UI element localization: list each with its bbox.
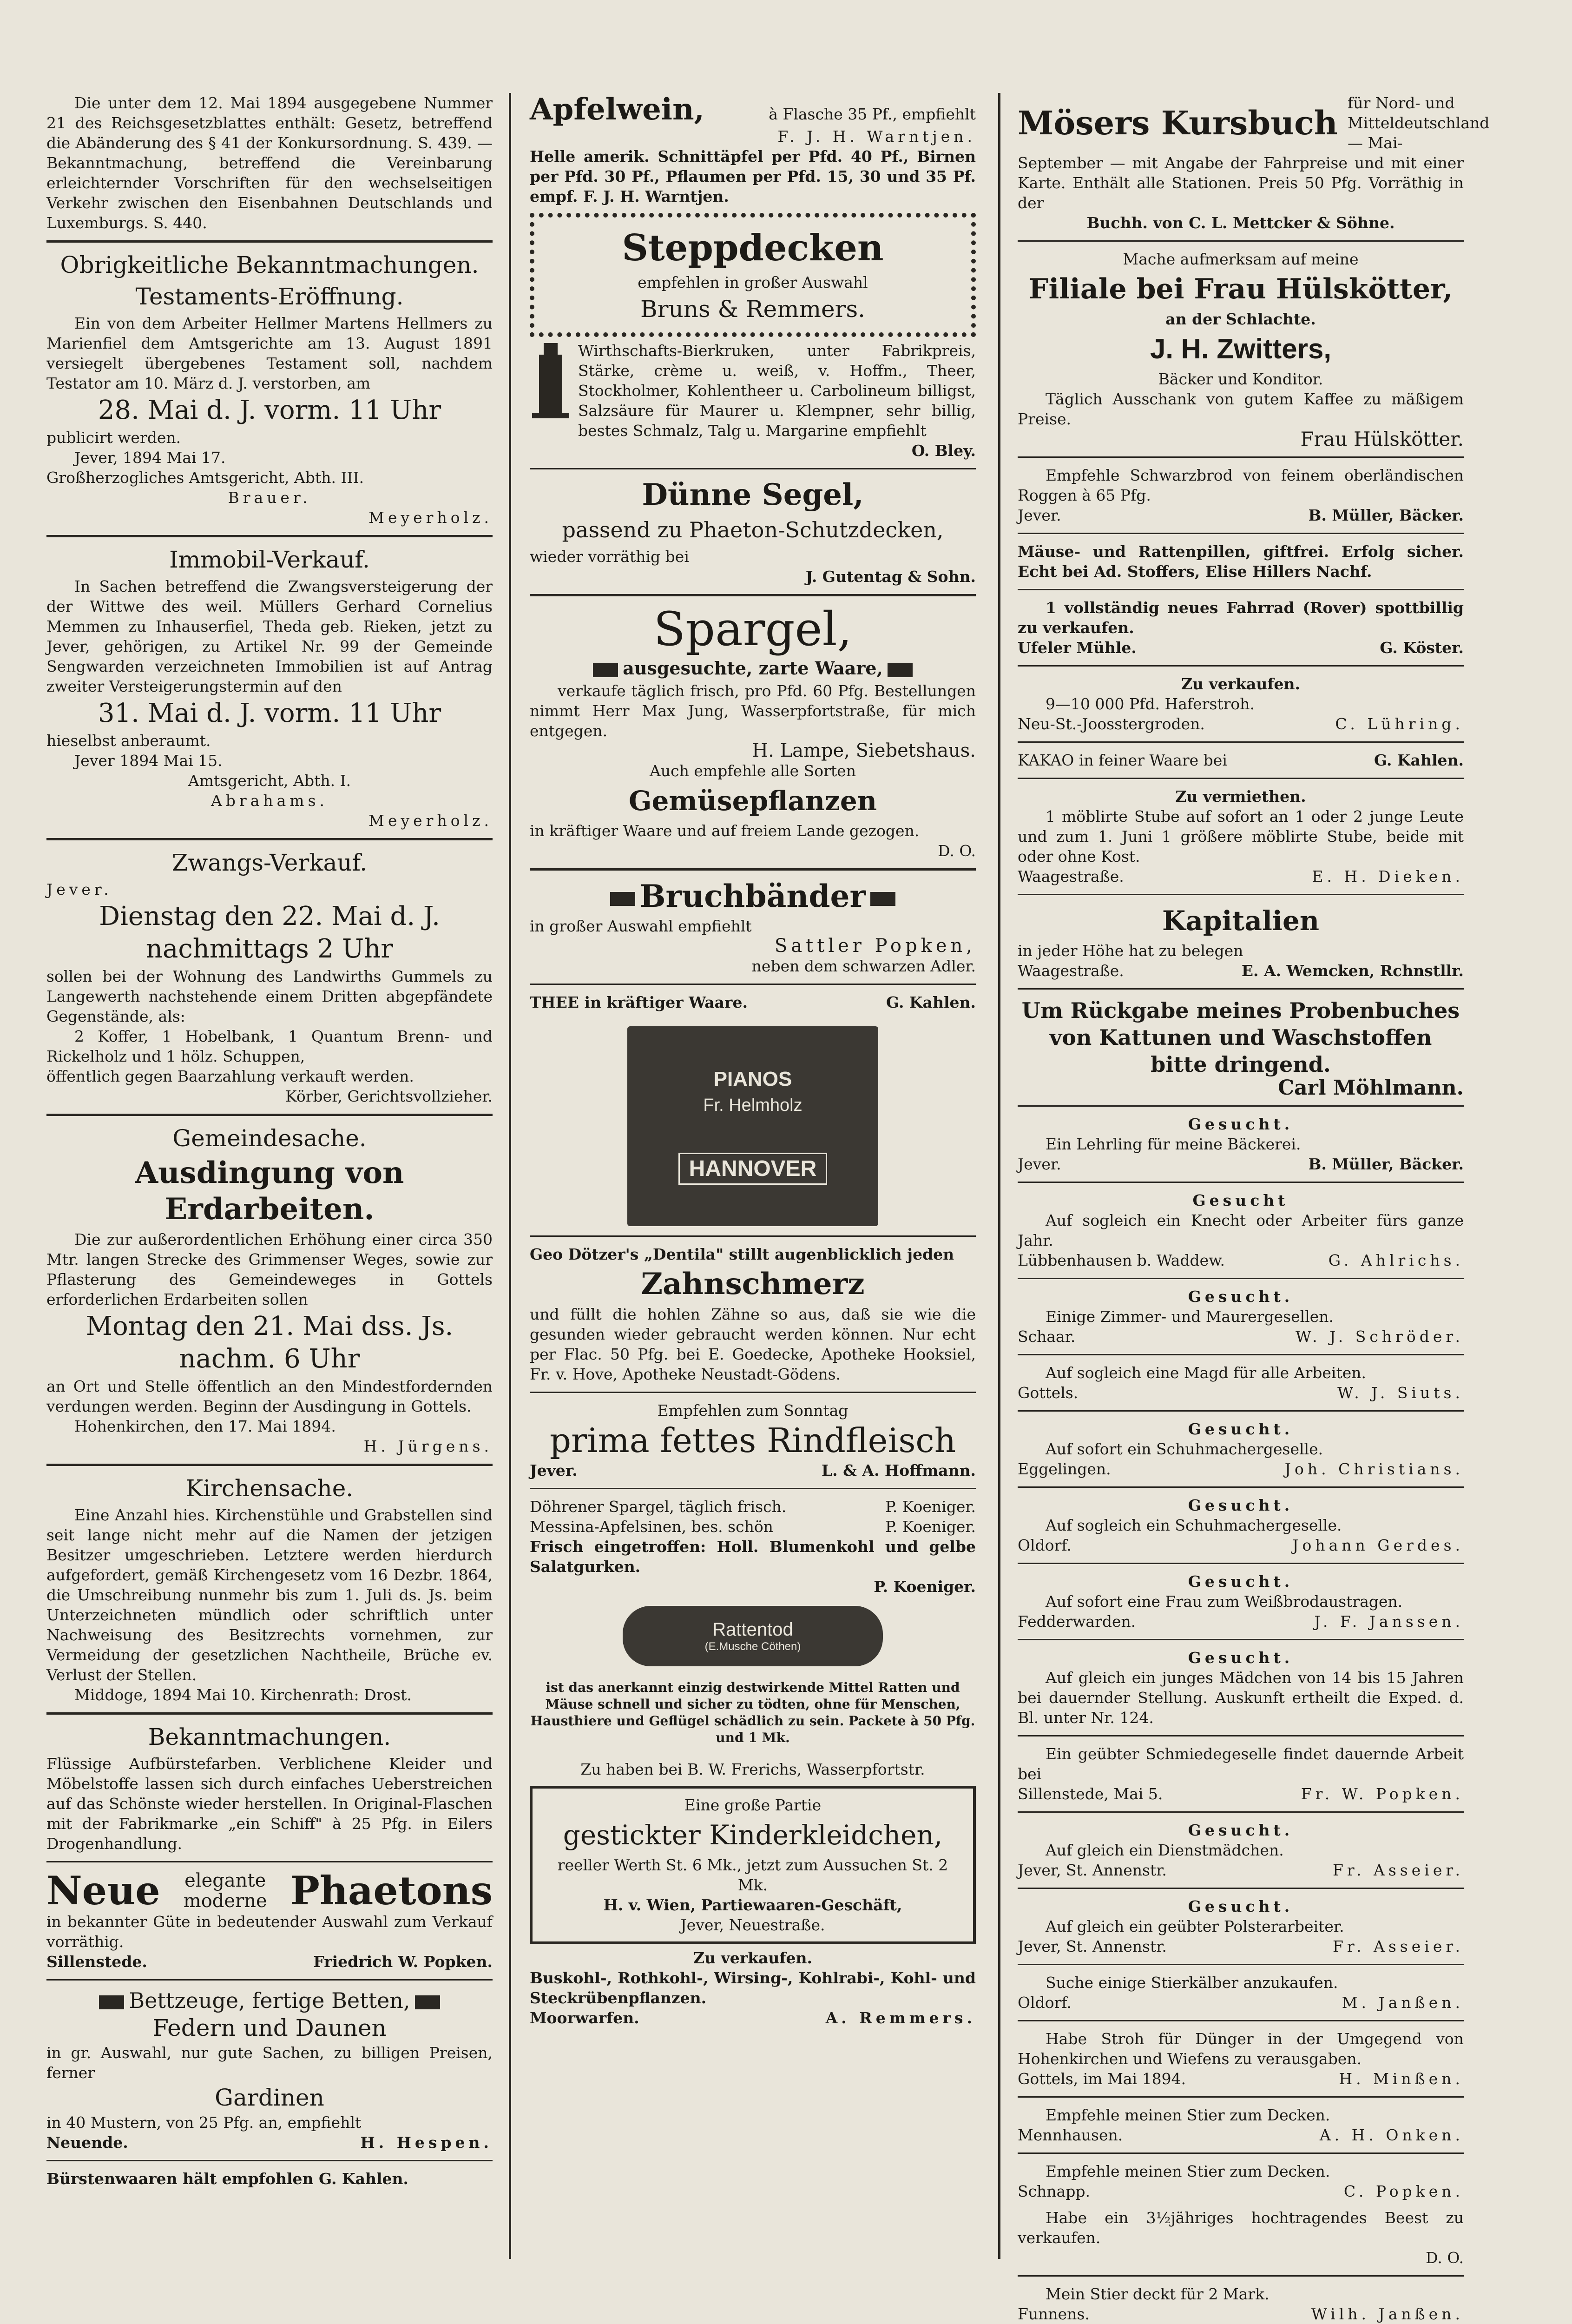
ad-signature: C. Lühring. (1335, 715, 1464, 733)
ad-title: Bettzeuge, fertige Betten, (129, 1988, 410, 2013)
piano-label: PIANOS (713, 1068, 792, 1090)
notice-gemeindesache (46, 1123, 493, 1456)
ad-probenbuch (1018, 997, 1464, 1098)
column-1 (46, 93, 493, 2259)
notice-court: Amtsgericht, Abth. I. (188, 772, 351, 790)
notice-text: Ein von dem Arbeiter Hellmer Martens Hellmers zu Marienfiel dem Amtsgerichte am 13. August 1891 versiegelt übergebenes Testament soll, nachdem Testator am 10. März d. J. verstorben, am (46, 314, 493, 392)
ad-text: September — mit Angabe der Fahrpreise und mit einer Karte. Enthält alle Stationen. Preis 50 Pfg. Vorräthig in der (1018, 154, 1464, 212)
ad-pflanzen (530, 1948, 976, 2028)
ad-text: Helle amerik. Schnittäpfel per Pfd. 40 Pf., Birnen per Pfd. 30 Pf., Pflaumen per Pfd. 15, 30 und 35 Pf. empf. F. J. H. Warntjen. (530, 147, 976, 205)
pointing-hand-icon (415, 1995, 440, 2009)
pointing-hand-icon (870, 892, 895, 906)
ad-place: Neu-St.-Joosstergroden. (1018, 715, 1205, 733)
ad-signature: Buchh. von C. L. Mettcker & Söhne. (1086, 214, 1395, 232)
ad-gesucht-knecht (1018, 1190, 1464, 1270)
rat-label: (E.Musche Cöthen) (704, 1640, 801, 1653)
notice-text: 2 Koffer, 1 Hobelbank, 1 Quantum Brenn- und Rickelholz und 1 hölz. Schuppen, (46, 1027, 493, 1065)
notice-testament (46, 282, 493, 528)
ad-rindfleisch (530, 1400, 976, 1480)
ad-place: Schnapp. (1018, 2182, 1091, 2200)
notice-text: an Ort und Stelle öffentlich an den Mindestfordernden verdungen werden. Beginn der Ausdingung in Gottels. (46, 1377, 493, 1415)
ad-heading: Gesucht (1192, 1191, 1289, 1209)
ad-signature: Carl Möhlmann. (1278, 1076, 1464, 1100)
ad-gesucht-dienstmaedchen (1018, 1820, 1464, 1880)
ad-haferstroh (1018, 674, 1464, 734)
jug-icon (530, 341, 572, 420)
ad-signature: Fr. Asseier. (1333, 1861, 1464, 1879)
notice-date: Dienstag den 22. Mai d. J. (99, 901, 440, 931)
ad-signature: M. Janßen. (1342, 1994, 1464, 2012)
ad-signature: B. Müller, Bäcker. (1308, 1155, 1464, 1173)
ad-text: Mein Stier deckt für 2 Mark. (1046, 2285, 1269, 2303)
ad-signature: L. & A. Hoffmann. (821, 1461, 976, 1479)
ad-kursbuch (1018, 93, 1490, 233)
ad-title: Um Rückgabe meines Probenbuches von Kattunen und Waschstoffen bitte dringend. (1021, 998, 1460, 1077)
ad-place: Moorwarfen. (530, 2009, 639, 2027)
ad-subtitle: ausgesuchte, zarte Waare, (623, 658, 883, 679)
ad-text: Ein geübter Schmiedegeselle findet dauernde Arbeit bei (1018, 1745, 1464, 1783)
ad-heading: Zu verkaufen. (1181, 675, 1301, 693)
ad-text: Empfehle Schwarzbrod von feinem oberländischen Roggen à 65 Pfg. (1018, 466, 1464, 504)
ad-signature: Friedrich W. Popken. (313, 1953, 493, 1971)
notice-signature: H. Jürgens. (363, 1437, 493, 1455)
ad-kapitalien (1018, 903, 1464, 981)
ad-title: Mösers Kursbuch (1018, 103, 1338, 142)
ad-stier-2 (1018, 2161, 1464, 2201)
notice-text: hieselbst anberaumt. (46, 732, 211, 750)
ad-place: Lübbenhausen b. Waddew. (1018, 1251, 1225, 1269)
ad-schmiedegeselle (1018, 1744, 1464, 1804)
ad-signature: D. O. (1426, 2249, 1464, 2267)
notice-zwangsverkauf (46, 848, 493, 1106)
ad-place: Neuende. (46, 2133, 128, 2152)
ad-heading: Gesucht. (1188, 1649, 1294, 1667)
column-3 (1018, 93, 1490, 2323)
ad-gesucht-polsterer (1018, 1896, 1464, 1956)
notice-signature: Meyerholz. (368, 812, 493, 830)
ad-signature: E. A. Wemcken, Rchnstllr. (1241, 962, 1464, 980)
ad-title: Apfelwein, (530, 92, 704, 127)
ad-place: Jever, St. Annenstr. (1018, 1937, 1167, 1955)
ad-signature: H. v. Wien, Partiewaaren-Geschäft, (603, 1896, 902, 1914)
ad-rattenpillen: Mäuse- und Rattenpillen, giftfrei. Erfolg sicher. Echt bei Ad. Stoffers, Elise Hillers Nachf. (1018, 542, 1464, 581)
notice-text: sollen bei der Wohnung des Landwirths Gummels zu Langewerth nachstehende einem Dritten abgepfändete Gegenstände, als: (46, 967, 493, 1025)
ad-phaetons (46, 1870, 493, 1972)
ad-text: Auf sofort eine Frau zum Weißbrodaustragen. (1046, 1592, 1403, 1611)
notice-kirchensache (46, 1473, 493, 1705)
ad-title: J. H. Zwitters, (1150, 333, 1332, 364)
ad-filiale (1018, 249, 1464, 449)
ad-text: Buskohl-, Rothkohl-, Wirsing-, Kohlrabi-, Kohl- und Steckrübenpflanzen. (530, 1969, 976, 2007)
newspaper-page (37, 92, 1490, 2323)
ad-bruchbaender (530, 878, 976, 976)
ad-heading: Gesucht. (1188, 1287, 1294, 1306)
ad-subtitle: moderne (183, 1890, 267, 1912)
ad-beest: Habe ein 3½jähriges hochtragendes Beest zu verkaufen. (1018, 2209, 1464, 2247)
notice-heading: Kirchensache. (185, 1475, 354, 1502)
ad-blumenkohl: Frisch eingetroffen: Holl. Blumenkohl und gelbe Salatgurken. (530, 1538, 976, 1576)
ad-text: Wirthschafts-Bierkruken, unter Fabrikpreis, Stärke, crème u. weiß, v. Hoffm., Theer, Stockholmer, Kohlentheer u. Carbolineum billigst, Salzsäure für Maurer u. Klempner, sehr billig, bestes Schmalz, Talg u. Margarine empfiehlt (578, 342, 976, 440)
ad-place: Jever. (1018, 1155, 1061, 1173)
ad-signature: A. H. Onken. (1319, 2126, 1464, 2144)
ad-vermiethen (1018, 786, 1464, 886)
notice-date: 28. Mai d. J. vorm. 11 Uhr (98, 395, 441, 425)
ad-address: Jever, Neuestraße. (680, 1916, 825, 1934)
ad-signature: P. Koeniger. (885, 1498, 976, 1516)
piano-image (627, 1026, 878, 1226)
notice-place: Jever, 1894 Mai 17. (74, 449, 226, 467)
rat-label: Rattentod (712, 1619, 793, 1640)
pointing-hand-icon (593, 663, 618, 677)
ad-heading: Gesucht. (1188, 1420, 1294, 1438)
ad-signature: Joh. Christians. (1284, 1460, 1464, 1478)
ad-text: Ein Lehrling für meine Bäckerei. (1046, 1135, 1301, 1153)
ad-signature: Wilh. Janßen. (1311, 2305, 1464, 2323)
notice-text: öffentlich gegen Baarzahlung verkauft werden. (46, 1067, 414, 1085)
ad-text: Auch empfehle alle Sorten (650, 762, 856, 780)
pointing-hand-icon (99, 1995, 124, 2009)
ad-signature: F. J. H. Warntjen. (777, 127, 976, 145)
notice-text: Die unter dem 12. Mai 1894 ausgegebene Nummer 21 des Reichsgesetzblattes enthält: Gesetz, betreffend die Abänderung des § 41 der Konkursordnung. S. 439. — Bekanntmachung, betreffend die Vereinbarung erleichternder Vorschriften für den wechselseitigen Verkehr zwischen den Eisenbahnen Deutschlands und Luxemburgs. S. 440. (46, 94, 493, 232)
section-heading: Obrigkeitliche Bekanntmachungen. (60, 251, 479, 278)
ad-text: ist das anerkannt einzig destwirkende Mittel Ratten und Mäuse schnell und sicher zu tödten, ohne für Menschen, Hausthiere und Geflügel schädlich zu sein. Packete à 50 Pfg. und 1 Mk. (530, 1680, 975, 1745)
ad-heading: Gesucht. (1188, 1115, 1294, 1133)
ad-text: in kräftiger Waare und auf freiem Lande gezogen. (530, 822, 920, 840)
ad-betten (46, 1988, 493, 2152)
ad-place: Eggelingen. (1018, 1460, 1111, 1478)
ad-subtitle: passend zu Phaeton-Schutzdecken, (562, 517, 944, 542)
ad-text: Auf gleich ein Dienstmädchen. (1046, 1841, 1284, 1859)
ad-title: Bruchbänder (639, 878, 866, 914)
ad-text: Eine große Partie (684, 1796, 822, 1814)
ad-title: Phaetons (290, 1868, 493, 1914)
ad-stroh (1018, 2029, 1464, 2089)
notice-heading: Zwangs-Verkauf. (171, 849, 368, 876)
notice-heading: Testaments-Eröffnung. (135, 283, 404, 310)
ad-signature: P. Koeniger. (874, 1578, 976, 1596)
notice-date: Montag den 21. Mai dss. Js. (86, 1311, 454, 1341)
ad-text: in großer Auswahl empfiehlt (530, 917, 752, 935)
ad-rattentod (530, 1606, 976, 1779)
ad-text: Bäcker und Konditor. (1158, 370, 1323, 388)
ad-place: Jever. (1018, 506, 1061, 524)
ad-apfelwein (530, 93, 976, 206)
ad-heading: Gesucht. (1188, 1496, 1294, 1514)
ad-gesucht-schuhmacher-2 (1018, 1495, 1464, 1555)
notice-heading: Immobil-Verkauf. (169, 546, 370, 573)
ad-title: Dünne Segel, (642, 477, 864, 512)
ad-fahrrad (1018, 598, 1464, 658)
ad-place: Sillenstede. (46, 1953, 147, 1971)
ad-signature: Fr. W. Popken. (1301, 1785, 1464, 1803)
ad-text: Mache aufmerksam auf meine (1123, 250, 1359, 268)
ad-title: prima fettes Rindfleisch (549, 1421, 956, 1460)
ad-kinderkleidchen (530, 1786, 976, 1944)
ad-signature: Sattler Popken, (774, 935, 976, 957)
ad-text: reeller Werth St. 6 Mk., jetzt zum Aussuchen St. 2 Mk. (557, 1856, 948, 1894)
ad-title: Kapitalien (1162, 905, 1320, 937)
ad-piano (530, 1026, 976, 1226)
ad-place: Funnens. (1018, 2305, 1090, 2323)
ad-spargel-doehren: Döhrener Spargel, täglich frisch. (530, 1498, 787, 1516)
notice-signature: Brauer. (228, 489, 311, 507)
ad-text: Täglich Ausschank von gutem Kaffee zu mäßigem Preise. (1018, 390, 1464, 428)
ad-signature: H. Hespen. (360, 2133, 493, 2152)
notice-title: Ausdingung von Erdarbeiten. (135, 1155, 404, 1227)
ad-signature: G. Köster. (1380, 639, 1464, 657)
piano-label: Fr. Helmholz (703, 1096, 802, 1115)
ad-title: Zahnschmerz (641, 1267, 865, 1301)
ad-text: Empfehlen zum Sonntag (657, 1401, 848, 1419)
notice-text: Die zur außerordentlichen Erhöhung einer circa 350 Mtr. langen Strecke des Grimmenser Weges, sowie zur Pflasterung des Gemeindeweges in Gottels erforderlichen Erdarbeiten sollen (46, 1230, 493, 1308)
ad-title: Spargel, (653, 602, 852, 656)
ad-gesucht-lehrling (1018, 1114, 1464, 1174)
ad-title: Steppdecken (622, 227, 884, 269)
ad-gesucht-magd (1018, 1363, 1464, 1403)
ad-text: à Flasche 35 Pf., empfiehlt (769, 105, 976, 123)
ad-text: Empfehle meinen Stier zum Decken. (1046, 2162, 1330, 2180)
notice-date: 31. Mai d. J. vorm. 11 Uhr (98, 698, 441, 728)
ad-text: an der Schlachte. (1165, 310, 1316, 328)
ad-text: 9—10 000 Pfd. Haferstroh. (1046, 695, 1255, 713)
ad-signature: G. Ahlrichs. (1328, 1251, 1464, 1269)
ad-signature: E. H. Dieken. (1312, 867, 1464, 885)
ad-signature: Johann Gerdes. (1292, 1536, 1464, 1554)
notice-text: publicirt werden. (46, 429, 181, 447)
ad-buerstenwaaren: Bürstenwaaren hält empfohlen G. Kahlen. (46, 2170, 409, 2188)
ad-signature: O. Bley. (911, 442, 976, 460)
ad-text: 1 vollständig neues Fahrrad (Rover) spottbillig zu verkaufen. (1018, 599, 1464, 637)
ad-signature: G. Kahlen. (1374, 751, 1464, 769)
ad-signature: Zu haben bei B. W. Frerichs, Wasserpfortstr. (580, 1760, 925, 1778)
ad-kakao: KAKAO in feiner Waare bei (1018, 751, 1227, 769)
ad-text: Habe Stroh für Dünger in der Umgegend von Hohenkirchen und Wiefens zu verausgaben. (1018, 2030, 1464, 2068)
ad-signature: B. Müller, Bäcker. (1308, 506, 1464, 524)
ad-signature: C. Popken. (1343, 2182, 1464, 2200)
ad-text: Auf sogleich ein Schuhmachergeselle. (1046, 1516, 1342, 1534)
ad-text: Empfehle meinen Stier zum Decken. (1046, 2106, 1330, 2124)
ad-heading: Zu vermiethen. (1175, 787, 1306, 805)
ad-text: verkaufe täglich frisch, pro Pfd. 60 Pfg. Bestellungen nimmt Herr Max Jung, Wasserpfortstraße, für mich entgegen. (530, 682, 976, 740)
ad-title: Neue (46, 1868, 160, 1914)
ad-zahnschmerz (530, 1244, 976, 1384)
ad-place: Jever, St. Annenstr. (1018, 1861, 1167, 1879)
ad-thee: THEE in kräftiger Waare. (530, 993, 748, 1011)
ad-gesucht-schuhmacher-1 (1018, 1419, 1464, 1479)
ad-signature: D. O. (938, 842, 976, 860)
ad-heading: Gesucht. (1188, 1897, 1294, 1915)
ad-text: Auf gleich ein geübter Polsterarbeiter. (1046, 1917, 1344, 1935)
ad-signature: J. Gutentag & Sohn. (805, 568, 976, 586)
ad-text: und füllt die hohlen Zähne so aus, daß sie wie die gesunden wieder gebraucht werden können. Nur echt per Flac. 50 Pfg. bei E. Goedecke, Apotheke Hooksiel, Fr. v. Hove, Apotheke Neustadt-Gödens. (530, 1305, 976, 1383)
notice-text: Eine Anzahl hies. Kirchenstühle und Grabstellen sind seit lange nicht mehr auf die Namen der jetzigen Besitzer umgeschrieben. Letztere werden hierdurch aufgefordert, gemäß Kirchengesetz vom 16 Dezbr. 1864, die Umschreibung nunmehr bis zum 1. Juli ds. Js. beim Unterzeichneten mündlich oder schriftlich unter Nachweisung des Besitzrechts vornehmen, zur Vermeidung der gesetzlichen Nachtheile, Brüche ev. Verlust der Stellen. (46, 1506, 493, 1684)
ad-title: Filiale bei Frau Hülskötter, (1028, 273, 1453, 305)
ad-subtitle: elegante (184, 1870, 266, 1891)
ad-text: Geo Dötzer's „Dentila" stillt augenblicklich jeden (530, 1245, 954, 1263)
column-divider (998, 93, 1000, 2259)
notice-heading: Bekanntmachungen. (148, 1723, 391, 1750)
notice-date: nachmittags 2 Uhr (145, 934, 394, 964)
ad-text: Einige Zimmer- und Maurergesellen. (1046, 1307, 1334, 1326)
ad-title: Federn und Daunen (152, 2014, 387, 2041)
ad-place: Jever. (530, 1461, 578, 1479)
pointing-hand-icon (888, 663, 913, 677)
column-2 (530, 93, 976, 2259)
ad-address: neben dem schwarzen Adler. (751, 957, 976, 975)
ad-spargel (530, 604, 976, 861)
ad-text: wieder vorräthig bei (530, 548, 689, 566)
ad-signature: G. Kahlen. (886, 993, 976, 1011)
ad-signature: Bruns & Remmers. (640, 296, 866, 323)
ad-place: Mennhausen. (1018, 2126, 1123, 2144)
ad-text: Auf sogleich ein Knecht oder Arbeiter fürs ganze Jahr. (1018, 1211, 1464, 1249)
ad-place: Gottels, im Mai 1894. (1018, 2070, 1186, 2088)
ad-stier-1 (1018, 2105, 1464, 2145)
notice-signature: Middoge, 1894 Mai 10. Kirchenrath: Drost. (74, 1686, 412, 1704)
ad-signature: H. Lampe, Siebetshaus. (752, 740, 976, 761)
notice-signature: Abrahams. (210, 792, 329, 810)
ad-place: Gottels. (1018, 1384, 1079, 1402)
ad-gesucht-maurer (1018, 1287, 1464, 1347)
ad-signature: Frau Hülskötter. (1300, 428, 1464, 450)
notice-heading: Gemeindesache. (172, 1125, 367, 1152)
ad-text: Auf sogleich eine Magd für alle Arbeiten. (1046, 1364, 1367, 1382)
ad-title: Gemüsepflanzen (628, 785, 877, 817)
ad-gesucht-frau (1018, 1571, 1464, 1631)
ad-signature: J. F. Janssen. (1314, 1612, 1464, 1631)
ad-place: Sillenstede, Mai 5. (1018, 1785, 1163, 1803)
ad-signature: W. J. Siuts. (1337, 1384, 1464, 1402)
ad-schwarzbrod (1018, 465, 1464, 525)
ad-signature: Fr. Asseier. (1333, 1937, 1464, 1955)
ad-title: Gardinen (215, 2084, 324, 2111)
ad-heading: Gesucht. (1188, 1821, 1294, 1839)
ad-signature: H. Minßen. (1339, 2070, 1464, 2088)
ad-signature: P. Koeniger. (885, 1518, 976, 1536)
notice-immobil (46, 545, 493, 831)
notice-court: Großherzogliches Amtsgericht, Abth. III. (46, 469, 364, 487)
ad-stier-3 (1018, 2284, 1464, 2324)
ad-text: in jeder Höhe hat zu belegen (1018, 942, 1243, 960)
column-divider (509, 93, 511, 2259)
ad-bierkruken (530, 341, 976, 461)
rat-image (623, 1606, 883, 1666)
notice-text: Flüssige Aufbürstefarben. Verblichene Kleider und Möbelstoffe lassen sich durch einfaches Ueberstreichen auf das Schönste wieder herstellen. In Original-Flaschen mit der Fabrikmarke „ein Schiff" à 25 Pfg. in Eilers Drogenhandlung. (46, 1755, 493, 1853)
ad-text: in bekannter Güte in bedeutender Auswahl zum Verkauf vorräthig. (46, 1913, 493, 1951)
ad-heading: Zu verkaufen. (693, 1949, 813, 1967)
notice-signature: Körber, Gerichtsvollzieher. (285, 1087, 493, 1105)
ad-place: Waagestraße. (1018, 867, 1124, 885)
notice-date: nachm. 6 Uhr (179, 1344, 360, 1374)
ad-text: 1 möblirte Stube auf sofort an 1 oder 2 junge Leute und zum 1. Juni 1 größere möblirte Stube, beide mit oder ohne Kost. (1018, 807, 1464, 865)
notice-signature: Meyerholz. (368, 508, 493, 527)
ad-place: Ufeler Mühle. (1018, 639, 1137, 657)
ad-text: empfehlen in großer Auswahl (638, 273, 868, 291)
notice-reichsgesetzblatt (46, 93, 493, 233)
notice-place: Hohenkirchen, den 17. Mai 1894. (74, 1417, 336, 1435)
ad-text: Auf sofort ein Schuhmachergeselle. (1046, 1440, 1323, 1458)
ad-place: Oldorf. (1018, 1994, 1072, 2012)
ad-stierkaelber (1018, 1973, 1464, 2013)
ad-segel (530, 477, 976, 587)
notice-bekanntmachungen (46, 1722, 493, 1854)
ad-signature: W. J. Schröder. (1295, 1327, 1464, 1346)
ad-signature: A. Remmers. (825, 2009, 976, 2027)
notice-text: In Sachen betreffend die Zwangsversteigerung der der Wittwe des weil. Müllers Gerhard Cornelius Memmen zu Inhauserfiel, Theda geb. Rieken, jetzt zu Jever, gehörigen, zu Artikel Nr. 99 der Gemeinde Sengwarden verzeichneten Immobilien ist auf Antrag zweiter Versteigerungstermin auf den (46, 577, 493, 695)
ad-gesucht-maedchen (1018, 1648, 1464, 1728)
ad-text: in gr. Auswahl, nur gute Sachen, zu billigen Preisen, ferner (46, 2044, 493, 2082)
ad-apfelsinen: Messina-Apfelsinen, bes. schön (530, 1518, 773, 1536)
ad-steppdecken (530, 213, 976, 337)
notice-place: Jever 1894 Mai 15. (74, 752, 223, 770)
ad-text: Auf gleich ein junges Mädchen von 14 bis 15 Jahren bei dauernder Stellung. Auskunft ertheilt die Exped. d. Bl. unter Nr. 124. (1018, 1669, 1464, 1727)
ad-text: in 40 Mustern, von 25 Pfg. an, empfiehlt (46, 2113, 362, 2132)
ad-title: gestickter Kinderkleidchen, (563, 1819, 943, 1851)
ad-place: Schaar. (1018, 1327, 1076, 1346)
ad-place: Waagestraße. (1018, 962, 1124, 980)
notice-place: Jever. (46, 880, 112, 898)
ad-text: Suche einige Stierkälber anzukaufen. (1046, 1974, 1338, 1992)
ad-place: Oldorf. (1018, 1536, 1072, 1554)
ad-place: Fedderwarden. (1018, 1612, 1136, 1631)
piano-label: HANNOVER (678, 1153, 828, 1185)
pointing-hand-icon (610, 892, 635, 906)
ad-text: für Nord- und Mitteldeutschland — Mai- (1348, 94, 1490, 152)
ad-heading: Gesucht. (1188, 1572, 1294, 1591)
